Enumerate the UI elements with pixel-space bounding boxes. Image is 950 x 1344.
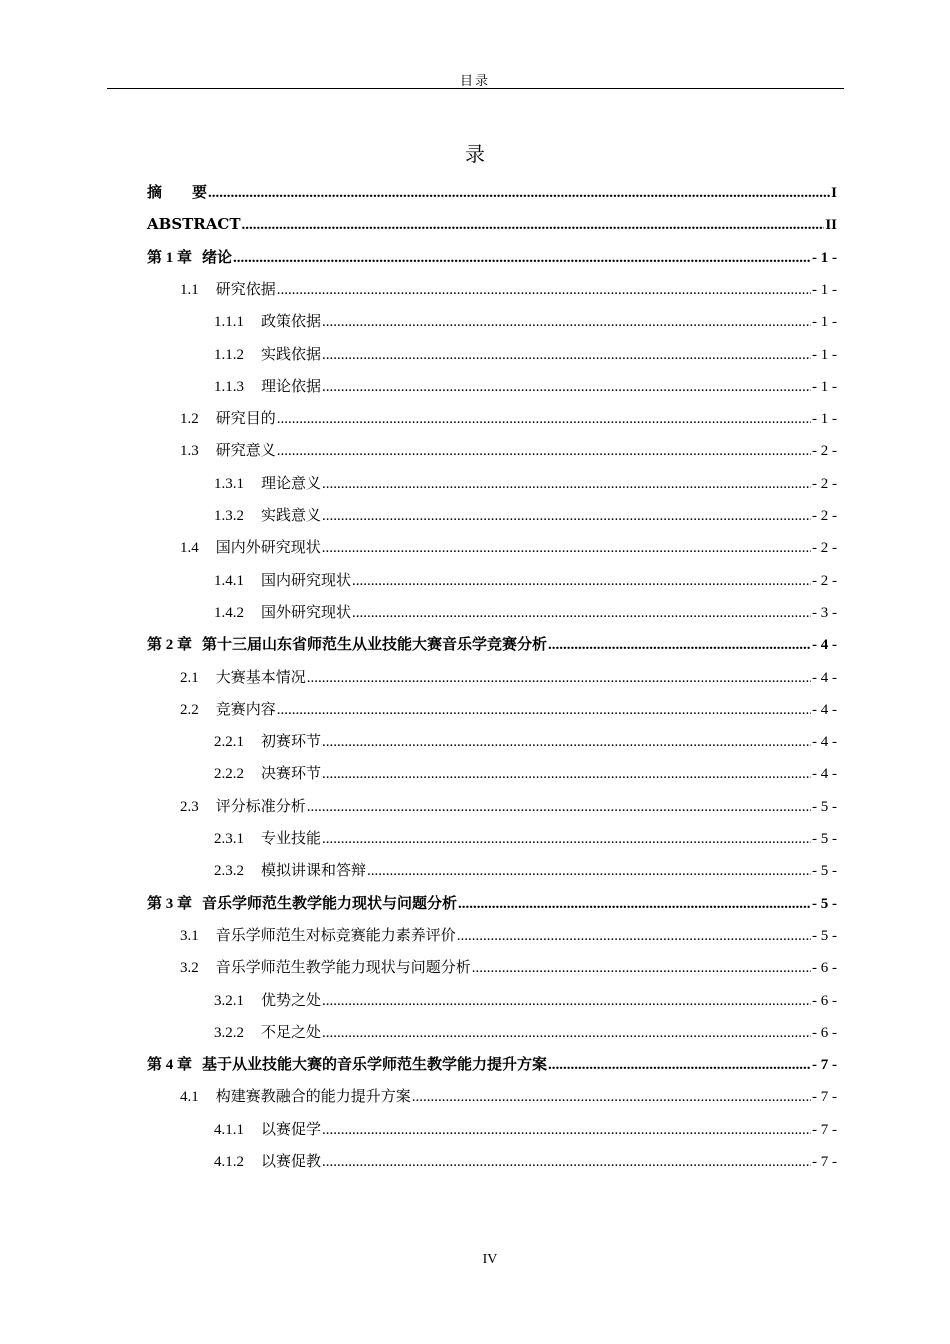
toc-entry-label: 决赛环节 [261,764,322,783]
toc-entry-page: - 4 - [812,734,837,751]
toc-entry-number: 第 4 章 [147,1057,193,1074]
toc-entry-page: - 6 - [812,992,837,1009]
toc-entry-number: 1.1.2 [214,346,244,363]
toc-dot-leader [457,924,811,948]
toc-entry[interactable] [147,568,837,592]
toc-entry-number: 第 2 章 [147,637,193,654]
toc-entry-label: 竞赛内容 [215,699,276,718]
toc-entry-label: ABSTRACT [147,215,241,234]
toc-dot-leader [307,795,811,819]
toc-dot-leader [322,375,811,399]
toc-entry[interactable] [147,794,837,818]
toc-entry-label: 以赛促学 [261,1119,322,1138]
toc-entry[interactable] [147,761,837,785]
toc-entry[interactable] [147,988,837,1012]
toc-entry-page: - 1 - [812,346,837,363]
toc-entry[interactable] [147,438,837,462]
toc-entry-label: 国外研究现状 [261,602,352,621]
toc-dot-leader [322,989,811,1013]
toc-entry-page: - 1 - [812,378,837,395]
toc-entry-page: - 4 - [812,669,837,686]
toc-entry-page: - 7 - [812,1154,837,1170]
toc-dot-leader [322,310,811,334]
toc-entry-label: 政策依据 [261,312,322,331]
toc-entry-page: - 2 - [812,540,837,557]
toc-dot-leader [277,439,811,463]
toc-entry-page: I [831,185,837,201]
toc-entry-page: - 5 - [812,831,837,847]
toc-entry-number: 2.1 [180,669,199,686]
toc-dot-leader [322,1021,811,1045]
toc-entry-label: 研究目的 [215,409,276,428]
toc-dot-leader [322,536,811,560]
toc-dot-leader [352,569,811,593]
header-divider [107,88,844,89]
toc-entry[interactable] [147,858,837,882]
toc-entry-label: 理论依据 [261,376,322,395]
toc-entry-number: 2.3 [180,798,199,815]
toc-entry[interactable] [147,923,837,947]
toc-entry-label: 大赛基本情况 [215,667,306,686]
toc-entry-label: 研究依据 [215,279,276,298]
toc-entry-number: 1.3.2 [214,508,244,524]
toc-entry[interactable] [147,1149,837,1173]
toc-entry[interactable] [147,826,837,850]
toc-entry-page: - 1 - [812,411,837,428]
toc-entry-label: 以赛促教 [261,1152,322,1170]
toc-dot-leader [412,1085,811,1109]
toc-entry-label: 模拟讲课和答辩 [261,861,367,880]
toc-entry-number: 第 1 章 [147,249,193,266]
toc-entry[interactable] [147,955,837,979]
toc-entry-label: 初赛环节 [261,732,322,751]
toc-entry-label: 第十三届山东省师范生从业技能大赛音乐学竞赛分析 [202,635,548,654]
toc-entry-number: 4.1.2 [214,1154,244,1170]
toc-entry[interactable] [147,277,837,301]
toc-dot-leader [458,892,811,916]
toc-dot-leader [548,1053,811,1077]
toc-entry-page: - 5 - [812,863,837,880]
toc-dot-leader [322,730,811,754]
toc-entry[interactable] [147,535,837,559]
toc-dot-leader [472,956,811,980]
toc-dot-leader [322,504,811,528]
toc-entry-page: - 2 - [812,475,837,492]
toc-entry-page: - 1 - [812,314,837,331]
toc-entry[interactable] [147,1052,837,1076]
toc-entry-number: 4.1.1 [214,1121,244,1138]
toc-entry-label: 实践依据 [261,344,322,363]
toc-entry-page: - 7 - [812,1121,837,1138]
running-header-title: 目录 [459,74,490,89]
toc-entry-label: 不足之处 [261,1022,322,1041]
toc-entry-number: 2.2.2 [214,766,244,783]
toc-dot-leader [322,1150,811,1174]
toc-entry[interactable] [147,1020,837,1044]
toc-entry-label: 音乐学师范生教学能力现状与问题分析 [215,958,471,977]
toc-entry[interactable] [147,1084,837,1108]
toc-entry-label: 评分标准分析 [215,796,306,815]
toc-entry-number: 2.3.2 [214,863,244,880]
toc-entry-number: 1.2 [180,411,199,428]
toc-dot-leader [322,343,811,367]
toc-entry-number: 1.3.1 [214,475,244,492]
toc-entry[interactable] [147,729,837,753]
toc-entry-label: 研究意义 [215,441,276,460]
toc-entry-number: 1.4.2 [214,604,244,621]
toc-dot-leader [367,859,811,883]
toc-entry-label: 实践意义 [261,506,322,524]
toc-entry-page: - 1 - [812,281,837,298]
toc-entry-number: 1.1.3 [214,378,244,395]
toc-dot-leader [277,407,811,431]
toc-entry-page: - 2 - [812,572,837,589]
toc-entry-number: 2.2 [180,701,199,718]
page-number: IV [482,1252,498,1267]
toc-entry-label: 摘 要 [147,183,208,201]
toc-entry-label: 绪论 [202,247,233,266]
toc-entry[interactable] [147,697,837,721]
toc-entry-page: - 4 - [812,766,837,783]
toc-entry-label: 理论意义 [261,473,322,492]
toc-entry-page: - 6 - [812,1024,837,1041]
toc-entry[interactable] [147,374,837,398]
toc-entry-page: - 4 - [812,637,837,654]
toc-entry[interactable] [147,632,837,656]
toc-entry-page: - 2 - [812,508,837,524]
toc-dot-leader [242,213,825,237]
toc-entry-number: 第 3 章 [147,895,193,912]
toc-dot-leader [277,278,811,302]
toc-entry-page: - 3 - [812,604,837,621]
toc-entry-page: - 5 - [812,798,837,815]
toc-entry-number: 4.1 [180,1089,199,1106]
toc-entry-number: 3.1 [180,927,199,944]
toc-entry-page: - 5 - [812,927,837,944]
toc-entry-page: II [825,217,837,234]
toc-entry[interactable] [147,180,837,204]
toc-dot-leader [277,698,811,722]
toc-entry-label: 国内外研究现状 [215,538,321,557]
toc-entry-label: 优势之处 [261,990,322,1009]
toc-dot-leader [352,601,811,625]
toc-dot-leader [233,246,811,270]
toc-entry-label: 基于从业技能大赛的音乐学师范生教学能力提升方案 [202,1055,548,1074]
toc-entry[interactable] [147,471,837,495]
toc-title: 录 [465,142,485,166]
toc-entry[interactable] [147,212,837,236]
toc-dot-leader [322,827,811,851]
toc-entry[interactable] [147,245,837,269]
toc-entry-page: - 7 - [812,1089,837,1106]
toc-entry[interactable] [147,342,837,366]
toc-entry-label: 专业技能 [261,829,322,847]
toc-entry[interactable] [147,891,837,915]
toc-entry-number: 3.2.2 [214,1024,244,1041]
toc-dot-leader [307,666,811,690]
toc-entry-number: 3.2.1 [214,992,244,1009]
toc-entry-number: 1.4 [180,540,199,557]
toc-entry-page: - 4 - [812,701,837,718]
toc-entry[interactable] [147,600,837,624]
toc-entry-number: 3.2 [180,960,199,977]
toc-entry-number: 1.1 [180,281,199,298]
toc-entry[interactable] [147,665,837,689]
toc-entry-page: - 7 - [812,1057,837,1074]
toc-dot-leader [208,181,830,205]
toc-entry[interactable] [147,406,837,430]
toc-entry-page: - 6 - [812,960,837,977]
toc-entry-number: 1.4.1 [214,572,244,589]
toc-dot-leader [322,762,811,786]
toc-entry[interactable] [147,503,837,527]
toc-dot-leader [322,472,811,496]
toc-entry-label: 音乐学师范生教学能力现状与问题分析 [202,893,458,912]
toc-entry-number: 1.3 [180,443,199,460]
toc-entry[interactable] [147,1117,837,1141]
toc-entry-label: 国内研究现状 [261,570,352,589]
toc-entry[interactable] [147,309,837,333]
toc-entry-number: 2.3.1 [214,831,244,847]
toc-dot-leader [322,1118,811,1142]
toc-entry-label: 构建赛教融合的能力提升方案 [215,1087,411,1106]
toc-entry-label: 音乐学师范生对标竞赛能力素养评价 [215,925,456,944]
toc-entry-page: - 5 - [812,895,837,912]
toc-dot-leader [548,633,811,657]
toc-entry-number: 1.1.1 [214,314,244,331]
toc-entry-number: 2.2.1 [214,734,244,751]
toc-entry-page: - 2 - [812,443,837,460]
toc-entry-page: - 1 - [812,249,837,266]
